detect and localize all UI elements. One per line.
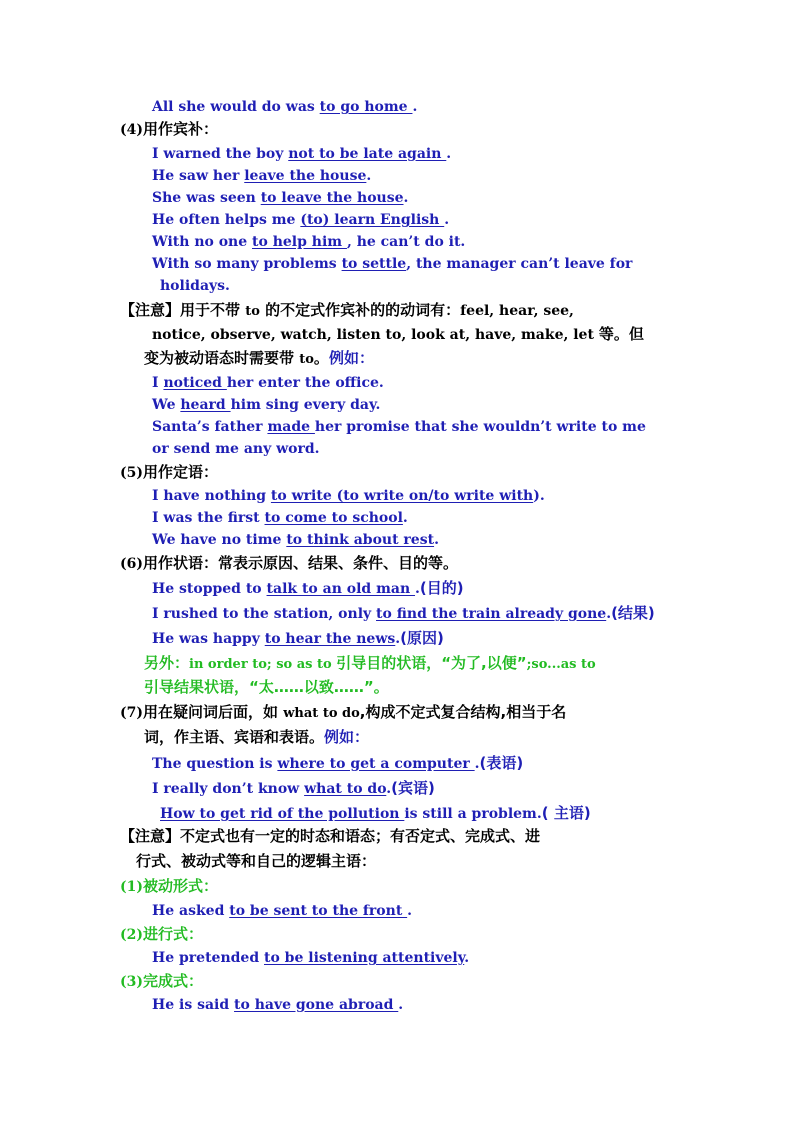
text-segment: He stopped to (152, 581, 267, 597)
text-segment: 行式、被动式等和自己的逻辑主语： (136, 852, 377, 870)
text-segment: (4) (120, 122, 143, 138)
text-segment: He is said (152, 997, 235, 1013)
text-segment: All she would do was (152, 99, 320, 115)
perfect-form-heading (120, 971, 203, 992)
text-segment: 用作状语：常表示原因、结果、条件、目的等。 (143, 554, 459, 572)
example-many-problems-cont (160, 276, 230, 296)
text-segment: I (152, 375, 164, 391)
example-first (152, 508, 408, 528)
underlined-answer: talk to an old man (266, 581, 416, 597)
text-segment: He often helps me (152, 212, 301, 228)
underlined-answer: to hear the news (264, 631, 396, 647)
text-segment: , the manager can’t leave for (406, 256, 633, 272)
example-many-problems (152, 254, 632, 274)
underlined-answer: what to do (304, 781, 387, 797)
text-segment: 引导结果状语，“太……以致……”。 (144, 678, 389, 696)
text-segment: 完成式： (143, 972, 204, 990)
note-passive (144, 348, 374, 370)
text-segment: holidays. (160, 278, 230, 294)
text-segment: . (474, 756, 480, 772)
example-warned-boy (152, 144, 451, 164)
text-segment: . (606, 606, 612, 622)
text-segment: He saw her (152, 168, 245, 184)
example-all-she-would (152, 97, 417, 117)
section-5-heading (120, 462, 218, 483)
text-segment: to (299, 352, 314, 367)
text-segment: (结果) (611, 604, 655, 622)
passive-form-heading (120, 876, 218, 897)
text-segment: 【注意】用于不带 (120, 301, 246, 319)
text-segment: 被动形式： (143, 877, 219, 895)
note-heading-2 (120, 826, 540, 847)
underlined-answer: to have gone abroad (234, 997, 399, 1013)
section-6-heading (120, 553, 458, 574)
section-7-heading (120, 702, 566, 724)
progressive-form-heading (120, 924, 203, 945)
text-segment: . (403, 190, 409, 206)
text-segment: notice, observe, watch, listen to, look at, have, make, let (152, 327, 599, 343)
text-segment: . (395, 631, 401, 647)
underlined-answer: to go home (319, 99, 413, 115)
text-segment: 用在疑问词后面，如 (143, 703, 284, 721)
text-segment: (表语) (479, 754, 524, 772)
text-segment: The question is (152, 756, 278, 772)
underlined-answer: where to get a computer (277, 756, 475, 772)
underlined-answer: to think about rest (286, 532, 435, 548)
text-segment: . (386, 781, 392, 797)
text-segment: He pretended (152, 950, 264, 966)
note-verbs-list (152, 324, 644, 345)
example-question (152, 753, 523, 774)
underlined-answer: leave the house (244, 168, 367, 184)
text-segment: He asked (152, 903, 230, 919)
text-segment: . (412, 99, 418, 115)
example-nothing (152, 486, 545, 506)
example-asked (152, 901, 412, 921)
text-segment: (3) (120, 974, 143, 990)
text-segment: I really don’t know (152, 781, 305, 797)
example-no-time (152, 530, 439, 550)
example-happy (152, 628, 444, 649)
text-segment: (目的) (419, 579, 464, 597)
text-segment: 变为被动语态时需要带 (144, 349, 300, 367)
example-no-one (152, 232, 465, 252)
text-segment: 例如： (324, 728, 370, 746)
underlined-answer: (to) learn English (300, 212, 445, 228)
text-segment: her enter the office. (226, 375, 384, 391)
example-pollution (160, 803, 591, 824)
text-segment: 用作宾补： (143, 120, 219, 138)
text-segment: to (245, 304, 260, 319)
text-segment: (7) (120, 705, 143, 721)
text-segment: . (402, 510, 408, 526)
example-said (152, 995, 403, 1015)
text-segment: I have nothing (152, 488, 271, 504)
section-4-heading (120, 119, 218, 140)
text-segment: . (366, 168, 372, 184)
text-segment: I was the first (152, 510, 265, 526)
note-heading-1 (120, 300, 574, 322)
text-segment: With no one (152, 234, 253, 250)
section-7-heading-cont (144, 727, 369, 748)
example-was-seen (152, 188, 408, 208)
text-segment: 另外： (144, 654, 190, 672)
note-in-order-to (144, 653, 596, 675)
text-segment: She was seen (152, 190, 261, 206)
example-helps-me (152, 210, 449, 230)
text-segment: . (434, 532, 439, 548)
underlined-answer: to be sent to the front (229, 903, 408, 919)
text-segment: her promise that she wouldn’t write to me (314, 419, 646, 435)
text-segment: (2) (120, 927, 143, 943)
text-segment: what to do (283, 706, 360, 721)
example-rushed (152, 603, 655, 624)
example-noticed (152, 373, 384, 393)
text-segment: (5) (120, 465, 143, 481)
example-santa (152, 417, 646, 437)
text-segment: 引导目的状语，“为了,以便” (336, 654, 527, 672)
text-segment: . (444, 212, 450, 228)
example-santa-cont (152, 439, 320, 459)
note-result-adverbial (144, 677, 389, 698)
text-segment: . (415, 581, 420, 597)
text-segment: . (407, 903, 413, 919)
text-segment: (6) (120, 556, 143, 572)
text-segment: 【注意】不定式也有一定的时态和语态；有否定式、完成式、进 (120, 827, 541, 845)
underlined-answer: heard (180, 397, 231, 413)
text-segment: feel, hear, see, (460, 303, 574, 319)
underlined-answer: noticed (163, 375, 227, 391)
text-segment: He was happy (152, 631, 265, 647)
text-segment: or send me any word. (152, 441, 320, 457)
example-pretended (152, 948, 469, 968)
text-segment: We (152, 397, 181, 413)
underlined-answer: to come to school (264, 510, 403, 526)
underlined-answer: to be listening attentively (264, 950, 465, 966)
text-segment: 例如： (328, 349, 374, 367)
underlined-answer: not to be late again (288, 146, 447, 162)
text-segment: (1) (120, 879, 143, 895)
text-segment: Santa’s father (152, 419, 268, 435)
example-saw-her (152, 166, 371, 186)
text-segment: , he can’t do it. (346, 234, 466, 250)
text-segment: With so many problems (152, 256, 342, 272)
text-segment: I warned the boy (152, 146, 289, 162)
text-segment: We have no time (152, 532, 287, 548)
text-segment: 词，作主语、宾语和表语。 (144, 728, 325, 746)
text-segment: . (464, 950, 470, 966)
text-segment: I rushed to the station, only (152, 606, 377, 622)
text-segment: 。 (313, 349, 329, 367)
text-segment: ;so...as to (526, 657, 596, 672)
text-segment: in order to; so as to (189, 657, 337, 672)
underlined-answer: to write (to write on/to write with (270, 488, 534, 504)
text-segment: 等。但 (598, 325, 644, 343)
underlined-answer: to leave the house (260, 190, 404, 206)
text-segment: . (446, 146, 452, 162)
text-segment: ,构成不定式复合结构,相当于名 (359, 703, 567, 721)
text-segment: 进行式： (143, 925, 204, 943)
text-segment: . (398, 997, 404, 1013)
underlined-answer: How to get rid of the pollution (160, 806, 405, 822)
text-segment: (宾语) (391, 779, 435, 797)
text-segment: ). (533, 488, 545, 504)
text-segment: ( 主语) (541, 804, 591, 822)
example-dont-know (152, 778, 435, 799)
underlined-answer: to find the train already gone (376, 606, 607, 622)
text-segment: 的不定式作宾补的的动词有： (259, 301, 461, 319)
underlined-answer: to settle (341, 256, 407, 272)
text-segment: 用作定语： (143, 463, 219, 481)
example-heard (152, 395, 380, 415)
note-heading-2-cont (136, 851, 376, 872)
underlined-answer: made (267, 419, 315, 435)
text-segment: him sing every day. (230, 397, 381, 413)
text-segment: (原因) (400, 629, 444, 647)
example-stopped (152, 578, 464, 599)
text-segment: is still a problem. (404, 806, 542, 822)
underlined-answer: to help him (252, 234, 347, 250)
